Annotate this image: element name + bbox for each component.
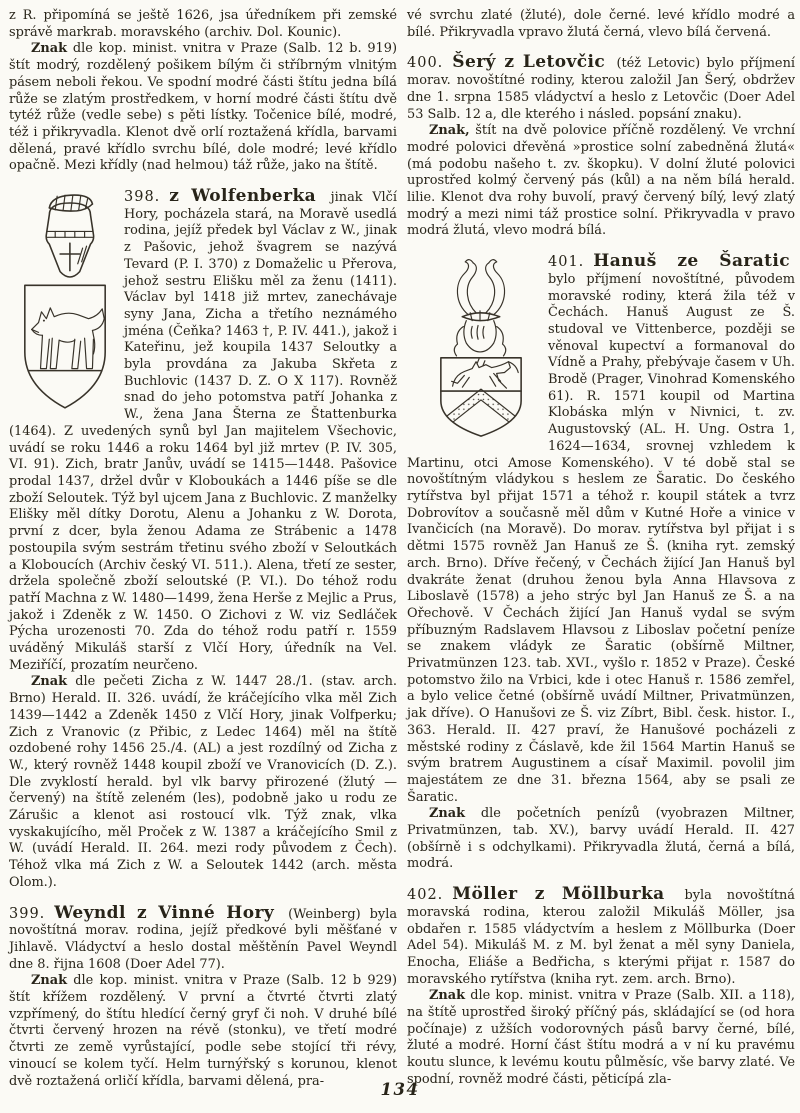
blazon-lead: Znak [31,41,68,57]
entry-name: Möller z Möllburka [452,884,665,905]
entry-body: byla novoštítná moravská rodina, kterou založil Mikuláš Möller, jsa obdařen r. 1585 vládyctvím a heslem z Möllburka (Doer Adel 54). Mikuláš M. z M. byl ženat a měl syny Daniela, Enocha, Eliáše a Bedřicha, s kterými přijat r. 1587 do moravského rytířstva (kniha ryt. zem. arch. Brno). [407,888,795,987]
blazon-paragraph-top [9,41,397,175]
blazon-lead: Znak, [429,123,470,139]
entry-399 [9,902,397,974]
entry-name: Šerý z Letovčic [452,52,606,73]
blazon-text: dle pečeti Zicha z W. 1447 28./1. (stav. arch. Brno) Herald. II. 326. uvádí, že kráčejícího vlka měl Zich 1439—1442 a Zdeněk 1450 z Vlčí Hory, jinak Volfperku; Zich z Vranovic (z Přibic, z Ledec 1464) měl na štítě ozdobené rohy 1456 25./4. (AL) a jest rozdílný od Zicha z W., který rovněž 1448 koupil zboží ve Vranovicích (D. Z.). Dle zvyklostí herald. byl vlk barvy přirozené (žlutý — červený) na štítě zeleném (les), podobně jako u rodu ze Zárušic a klenot asi rostoucí vlk. Týž znak, vlka vyskakujícího, měl Proček z W. 1387 a kráčejícího Smil z W. (uvádí Herald. II. 264. mezi rody původem z Čech). Téhož vlka má Zich z W. a Seloutek 1442 (arch. města Olom.). [9,674,397,890]
left-column [9,8,397,1090]
blazon-text: dle kop. minist. vnitra v Praze (Salb. 12 b 929) štít křížem rozdělený. V první a čtvrté čtvrti zlatý vzpřímený, do štítu hledící černý gryf či noh. V druhé bílé čtvrti červený hrozen na révě (stonku), ve třetí modré čtvrti ze země vyrůstající, podle sebe stojící tři révy, vinoucí se kolem tyčí. Helm turnýřský s korunou, klenot dvě roztažená orličí křídla, barvami dělená, pra- [9,973,397,1089]
entry-number: 402. [407,887,444,904]
blazon-text: dle početních penízů (vyobrazen Miltner, Privatmünzen, tab. XV.), barvy uvádí Herald. II. 427 (obšírně i s odchylkami). Přikryvadla žlutá, černá a bílá, modrá. [407,806,795,872]
blazon-paragraph-400 [407,123,795,240]
blazon-lead: Znak [429,806,466,822]
continuation-paragraph: z R. připomíná se ještě 1626, jsa úředníkem při zemské správě markrab. moravského (archiv. Dol. Kounic). [9,8,397,40]
blazon-lead: Znak [429,988,466,1004]
wolfenberk-coat-of-arms-illustration [16,191,114,413]
blazon-text: štít na dvě polovice příčně rozdělený. Ve vrchní modré polovici dřevěná »prostice solní zabedněná žlutá« (má podobu našeho t. zv. škopku). V dolní žluté polovici uprostřed kolmý červený pás (kůl) a na něm bílá herald. lilie. Klenot dva rohy buvolí, pravý červený bílý, levý zlatý modrý a mezi nimi táž prostice solní. Přikryvadla v pravo modrá žlutá, vlevo modrá bílá. [407,123,795,239]
entry-body: (Weinberg) byla novoštítná morav. rodina, jejíž předkové byli měšťané v Jihlavě. Vládyctví a heslo dostal měštěnín Pavel Weyndl dne 8. řijna 1608 (Doer Adel 77). [9,906,397,972]
entry-402 [407,886,795,988]
saratice-coat-of-arms-illustration [433,256,528,442]
entry-401 [407,253,795,806]
page-number: 134 [380,1080,420,1099]
entry-number: 399. [9,905,46,922]
blazon-text: dle kop. minist. vnitra v Praze (Salb. XII. a 118), na štítě uprostřed široký příčný pás, skládající se (od hora počínaje) z užších vodorovných pásů barvy černé, bílé, žluté a modré. Horní část štítu modrá a v ní ku pravému koutu slunce, k levému koutu půlměsíc, vše barvy zlaté. Ve spodní, rovněž modré části, pěticípá zla- [407,988,795,1087]
blazon-paragraph-401 [407,806,795,873]
blazon-paragraph-398 [9,674,397,891]
entry-400 [407,54,795,123]
blazon-lead: Znak [31,674,68,690]
entry-name: Weyndl z Vinné Hory [54,902,275,923]
entry-body: bylo příjmení novoštítné, původem moravské rodiny, která žila též v Čechách. Hanuš August ze Š. studoval ve Vittenberce, později se věnoval kupectví a formanoval do Vídně a Prahy, přebývaje časem v Uh. Brodě (Prager, Vinohrad Komenského 61). R. 1571 koupil od Martina Klobáska mlýn v Nivnici, t. zv. Augustovský (AL. H. Ung. Ostra 1, 1624—1634, srovnej vzhledem k Martinu, otci Amose Komenského). V té době stal se novoštítným vládykou s heslem ze Šaratic. Do českého rytířstva byl přijat 1571 a téhož r. koupil státek a tvrz Dobrovítov a současně měl dům v Kutné Hoře a vinice v Ivančicích (na Moravě). Do morav. rytířstva byl přijat i s dětmi 1575 rovněž Jan Hanuš ze Š. (kniha ryt. zemský arch. Brno). Dříve řečený, v Čechách žijící Jan Hanuš byl dvakráte ženat (druhou ženou byla Anna Hlavsova z Liboslavě (1578) a jeho strýc byl Jan Hanuš ze Š. a na Ořechově. V Čechách žijící Jan Hanuš vydal se svým příbuzným Radslavem Hlavsou z Liboslav početní peníze se znakem vládyk ze Šaratic (obšírně Miltner, Privatmünzen 123. tab. XVI., vyšlo r. 1852 v Praze). České potomstvo žilo na Vrbici, kde i otec Hanuš r. 1586 zemřel, a bylo velice četné (obšírně uvádí Miltner, Privatmünzen, jak dříve). O Hanušovi ze Š. viz Zíbrt, Bibl. česk. histor. I., 363. Herald. II. 427 praví, že Hanušové pocházeli z městské rodiny z Čáslavě, kde žil 1564 Martin Hanuš se svým bratrem Augustinem a císař Maximil. povolil jim majestátem ze dne 31. března 1564, aby se psali ze Šaratic. [407,271,795,805]
blazon-paragraph-402 [407,988,795,1088]
blazon-paragraph-399 [9,973,397,1090]
entry-number: 398. [124,189,161,206]
right-column [407,8,795,1090]
continuation-paragraph: vé svrchu zlaté (žluté), dole černé. levé křídlo modré a bílé. Přikryvadla vpravo žlutá černá, vlevo bílá červená. [407,8,795,40]
blazon-lead: Znak [31,973,68,989]
blazon-text: dle kop. minist. vnitra v Praze (Salb. 12 b. 919) štít modrý, rozdělený pošikem bílým či stříbrným vlnitým pásem neboli řekou. Ve spodní modré části štítu jedna bílá růže se zlatým prostředkem, v horní modré části štítu dvě tytéž růže (vedle sebe) s pěti lístky. Točenice bílé, modré, též i přikryvadla. Klenot dvě orlí roztažená křídla, barvami dělená, pravé křídlo svrchu bílé, dole modré; levé křídlo opačně. Mezi křídly (nad helmou) táž růže, jako na štítě. [9,41,397,174]
entry-body: jinak Vlčí Hory, pocházela stará, na Moravě usedlá rodina, jejíž předek byl Václav z W., jinak z Pašovic, jehož švagrem se nazývá Tevard (P. I. 370) z Domaželic u Přerova, jehož sestru Elišku měl za ženu (1411). Václav byl 1418 již mrtev, zanechávaje syny Jana, Zicha a třetího neznámého jména (Čeňka? 1463 †, P. IV. 441.), jakož i Kateřinu, jež koupila 1437 Seloutky a byla provdána za Jakuba Skřeta z Buchlovic (1437 D. Z. O X 117). Rovněž snad do jeho potomstva patří Johanka z W., žena Jana Šterna ze Štattenburka (1464). Z uvedených synů byl Jan majitelem Všechovic, uvádí se roku 1446 a roku 1464 byl již mrtev (P. IV. 305, VI. 91). Zich, bratr Janův, uvádí se 1415—1448. Pašovice prodal 1437, držel dvůr v Kloboukách a 1446 píše se dle zboží Seloutek. Týž byl ujcem Jana z Buchlovic. Z manželky Elišky měl dítky Dorotu, Alenu a Johanku z W. Dorota, první z dcer, byla ženou Adama ze Strábenic a 1478 postoupila svým sestrám třetinu svého zboží v Seloutkách a Kloboucích (Archiv český VI. 511.). Alena, třetí ze sester, držela společně zboží seloutské (P. VI.). Do téhož rodu patří Machna z W. 1480—1499, žena Herše z Mejlic a Prus, jakož i Zdeněk z W. 1450. O Zichovi z W. viz Sedláček Pýcha urozenosti 70. Zda do téhož rodu patří r. 1559 uváděný Mikuláš starší z Vlčí Hory, úředník na Vel. Meziříčí, prozatím neurčeno. [9,190,397,673]
entry-number: 401. [548,254,585,271]
entry-name: z Wolfenberka [169,186,317,207]
entry-name: Hanuš ze Šaratic [593,251,790,272]
entry-number: 400. [407,55,444,72]
entry-body: (též Letovic) bylo příjmení morav. novoštítné rodiny, kterou založil Jan Šerý, obdržev dne 1. srpna 1585 vládyctví a heslo z Letovčic (Doer Adel 53 Salb. 12 a, dle kterého i násled. popsání znaku). [407,56,795,122]
entry-398 [9,188,397,674]
